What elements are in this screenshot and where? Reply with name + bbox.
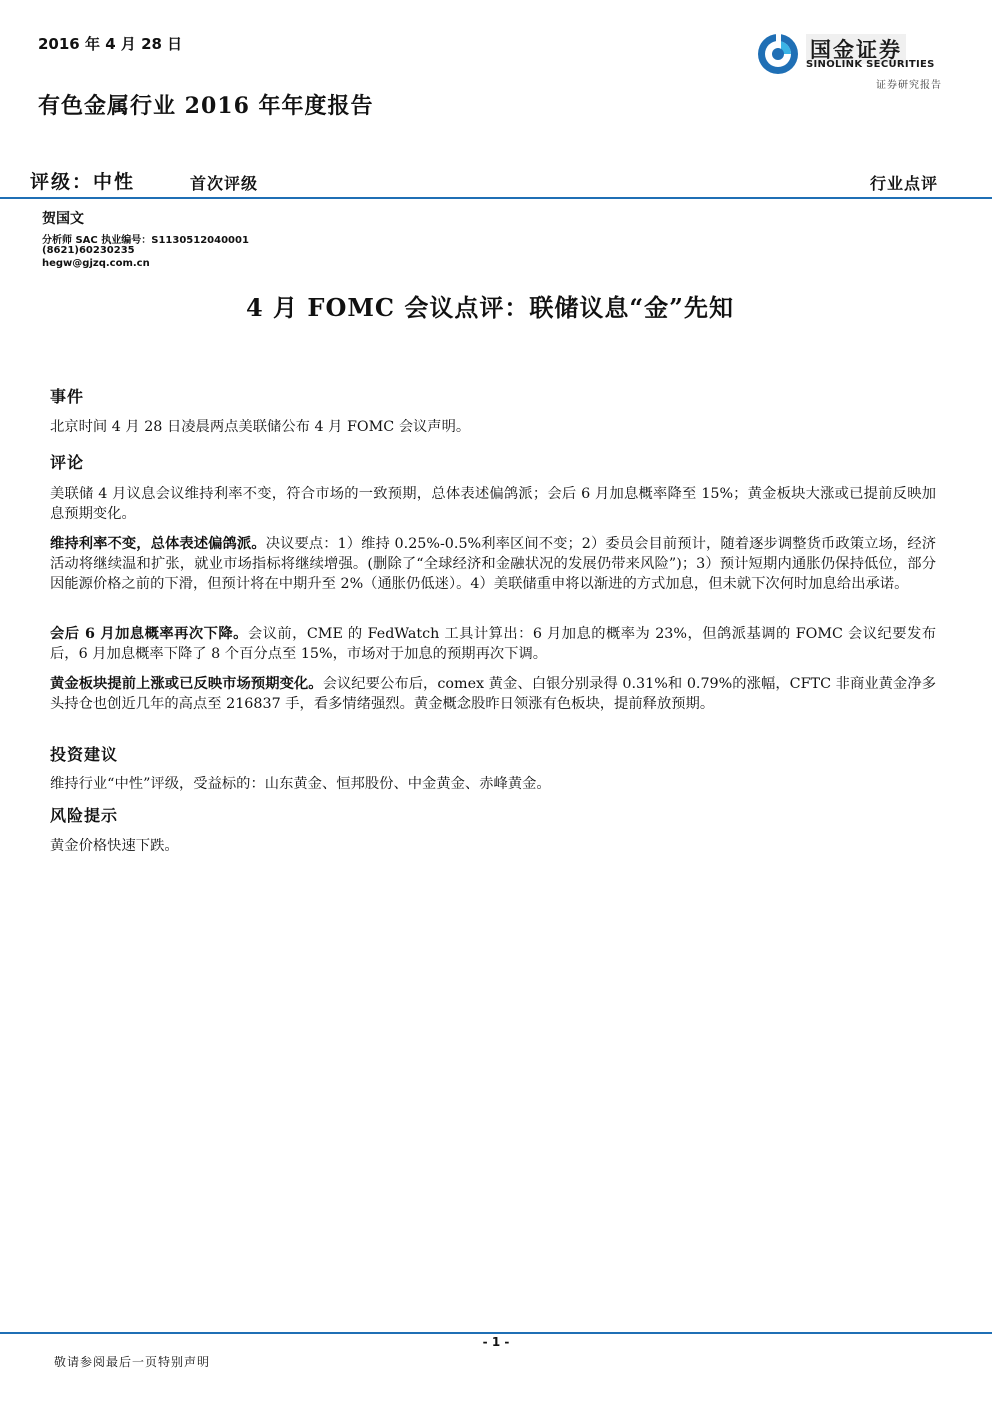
paragraph-gold-sector-lead: 黄金板块提前上涨或已反映市场预期变化。 <box>50 676 323 692</box>
report-date: 2016 年 4 月 28 日 <box>38 35 183 53</box>
rating <box>30 167 135 194</box>
analyst-phone: (8621)60230235 <box>42 245 135 256</box>
company-logo <box>754 32 944 92</box>
sinolink-logo-icon <box>756 32 800 76</box>
heading-risk: 风险提示 <box>50 806 119 825</box>
rating-label: 评级： <box>30 171 94 193</box>
paragraph-june-hike <box>50 624 936 664</box>
paragraph-rate-decision-body: 决议要点：1）维持 0.25%-0.5%利率区间不变；2）委员会目前预计，随着逐步调整货币政策立场，经济活动将继续温和扩张，就业市场指标将继续增强。(删除了“全球经济和金融状况的发展仍带来风险”)；3）预计短期内通胀仍保持低位，部分因能源价格之前的下滑，但预计将在中期升至 2%（通胀仍低迷）。4）美联储重申将以渐进的方式加息，但未就下次何时加息给出承诺。 <box>50 536 936 592</box>
logo-name-cn: 国金证券 <box>806 34 906 64</box>
heading-comment: 评论 <box>50 453 85 472</box>
report-category: 行业点评 <box>869 174 938 193</box>
paragraph-risk: 黄金价格快速下跌。 <box>50 838 179 854</box>
heading-event: 事件 <box>50 387 85 406</box>
report-series-title: 有色金属行业 2016 年年度报告 <box>38 93 374 119</box>
paragraph-gold-sector <box>50 674 936 714</box>
first-rating: 首次评级 <box>190 174 259 193</box>
article-title: 4 月 FOMC 会议点评：联储议息“金”先知 <box>246 293 734 322</box>
header-divider <box>0 197 992 199</box>
analyst-name: 贺国文 <box>42 211 84 227</box>
paragraph-comment-summary: 美联储 4 月议息会议维持利率不变，符合市场的一致预期，总体表述偏鸽派；会后 6 月加息概率降至 15%；黄金板块大涨或已提前反映加息预期变化。 <box>50 486 936 522</box>
disclaimer-note: 敬请参阅最后一页特别声明 <box>54 1355 211 1369</box>
footer-divider <box>0 1332 992 1334</box>
page-number: - 1 - <box>482 1335 510 1349</box>
paragraph-investment-advice: 维持行业“中性”评级，受益标的：山东黄金、恒邦股份、中金黄金、赤峰黄金。 <box>50 776 551 792</box>
paragraph-gold-sector-body: 会议纪要公布后，comex 黄金、白银分别录得 0.31%和 0.79%的涨幅，CFTC 非商业黄金净多头持仓也创近几年的高点至 216837 手，看多情绪强烈。黄金概念股昨日领涨有色板块，提前释放预期。 <box>50 676 936 712</box>
paragraph-june-hike-body: 会议前，CME 的 FedWatch 工具计算出：6 月加息的概率为 23%，但鸽派基调的 FOMC 会议纪要发布后，6 月加息概率下降了 8 个百分点至 15%，市场对于加息的预期再次下调。 <box>50 626 936 662</box>
rating-value: 中性 <box>93 171 136 193</box>
paragraph-june-hike-lead: 会后 6 月加息概率再次下降。 <box>50 626 248 642</box>
analyst-email[interactable]: hegw@gjzq.com.cn <box>42 258 150 269</box>
paragraph-event: 北京时间 4 月 28 日凌晨两点美联储公布 4 月 FOMC 会议声明。 <box>50 419 471 435</box>
paragraph-rate-decision <box>50 534 936 594</box>
analyst-license: 分析师 SAC 执业编号：S1130512040001 <box>42 235 249 246</box>
paragraph-rate-decision-lead: 维持利率不变，总体表述偏鸽派。 <box>50 536 266 552</box>
logo-subtitle: 证券研究报告 <box>876 80 942 91</box>
logo-name-en: SINOLINK SECURITIES <box>806 59 935 70</box>
heading-investment-advice: 投资建议 <box>50 745 119 764</box>
